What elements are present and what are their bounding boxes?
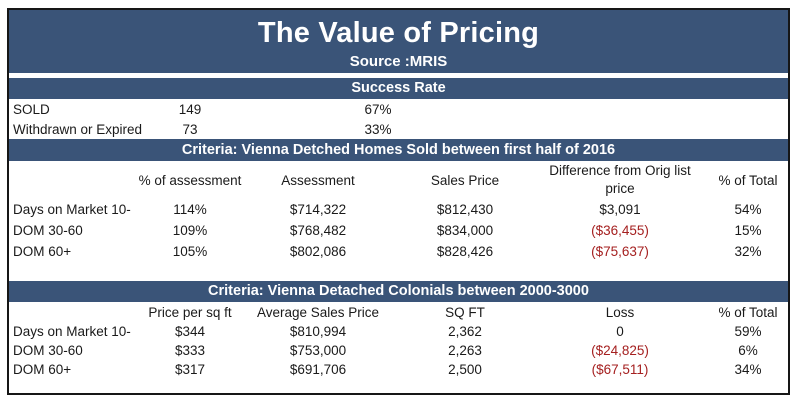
- cell-price-per-sqft: $344: [174, 324, 206, 339]
- criteria2-header: Criteria: Vienna Detached Colonials between 2000-3000: [9, 281, 788, 302]
- criteria1-header: Criteria: Vienna Detched Homes Sold between first half of 2016: [9, 139, 788, 161]
- table-row-sold: [9, 99, 788, 119]
- spacer: [9, 262, 788, 281]
- row-label: DOM 30-60: [13, 223, 83, 238]
- cell-difference-negative: ($36,455): [591, 223, 649, 238]
- col-header-difference: Difference from Orig list price: [549, 163, 691, 196]
- cell-pct-total: 59%: [734, 324, 762, 339]
- table1-row-dom60plus: [9, 241, 788, 262]
- cell-loss: 0: [616, 324, 624, 339]
- cell-avg-sales-price: $753,000: [289, 343, 347, 358]
- table1-row-dom10: [9, 199, 788, 220]
- cell-sales-price: $812,430: [436, 202, 494, 217]
- col-header-pct-assessment: % of assessment: [138, 172, 242, 188]
- row-label: DOM 60+: [13, 362, 72, 377]
- cell-sqft: 2,500: [448, 362, 482, 377]
- cell-loss-negative: ($24,825): [591, 343, 649, 358]
- table2-row-dom30-60: [9, 341, 788, 360]
- cell-loss-negative: ($67,511): [591, 362, 649, 377]
- cell-pct-assessment: 109%: [172, 223, 208, 238]
- cell-assessment: $802,086: [289, 244, 347, 259]
- cell-assessment: $714,322: [289, 202, 347, 217]
- cell-sales-price: $834,000: [436, 223, 494, 238]
- col-header-avg-sales-price: Average Sales Price: [256, 304, 380, 320]
- cell-price-per-sqft: $333: [174, 343, 206, 358]
- cell-pct-assessment: 105%: [172, 244, 208, 259]
- table1-column-headers: [9, 161, 788, 199]
- row-label: DOM 60+: [13, 244, 72, 259]
- row-label: Withdrawn or Expired: [13, 121, 143, 137]
- cell-pct-total: 54%: [734, 202, 762, 217]
- cell-pct-total: 15%: [734, 223, 762, 238]
- cell-pct-total: 32%: [734, 244, 762, 259]
- cell-sqft: 2,263: [448, 343, 482, 358]
- row-label: Days on Market 10-: [13, 324, 131, 339]
- cell-sales-price: $828,426: [436, 244, 494, 259]
- cell-sqft: 2,362: [448, 324, 482, 339]
- cell-difference: $3,091: [599, 202, 641, 217]
- col-header-pct-total: % of Total: [718, 172, 778, 188]
- page-title: The Value of Pricing: [257, 17, 540, 49]
- cell-price-per-sqft: $317: [174, 362, 206, 377]
- col-header-sales-price: Sales Price: [430, 172, 500, 188]
- cell-pct-assessment: 114%: [173, 202, 207, 217]
- withdrawn-count: 73: [182, 121, 198, 137]
- sold-count: 149: [178, 101, 202, 117]
- col-header-pct-total: % of Total: [718, 304, 778, 320]
- cell-pct-total: 34%: [734, 362, 762, 377]
- table1-row-dom30-60: [9, 220, 788, 241]
- cell-avg-sales-price: $691,706: [289, 362, 347, 377]
- table-row-withdrawn: [9, 119, 788, 139]
- cell-assessment: $768,482: [289, 223, 347, 238]
- withdrawn-pct: 33%: [364, 121, 392, 137]
- title-banner: [9, 10, 788, 73]
- source-label: Source :MRIS: [349, 53, 448, 70]
- col-header-sqft: SQ FT: [445, 304, 485, 320]
- pricing-report-frame: [7, 8, 790, 395]
- cell-difference-negative: ($75,637): [591, 244, 649, 259]
- row-label: DOM 30-60: [13, 343, 83, 358]
- row-label: SOLD: [13, 101, 50, 117]
- success-rate-header: Success Rate: [9, 78, 788, 99]
- col-header-price-per-sqft: Price per sq ft: [148, 304, 232, 320]
- table2-row-dom60plus: [9, 360, 788, 379]
- cell-pct-total: 6%: [738, 343, 758, 358]
- table2-column-headers: [9, 302, 788, 322]
- col-header-assessment: Assessment: [281, 172, 355, 188]
- row-label: Days on Market 10-: [13, 202, 131, 217]
- cell-avg-sales-price: $810,994: [289, 324, 347, 339]
- col-header-loss: Loss: [605, 304, 635, 320]
- sold-pct: 67%: [364, 101, 392, 117]
- table2-row-dom10: [9, 322, 788, 341]
